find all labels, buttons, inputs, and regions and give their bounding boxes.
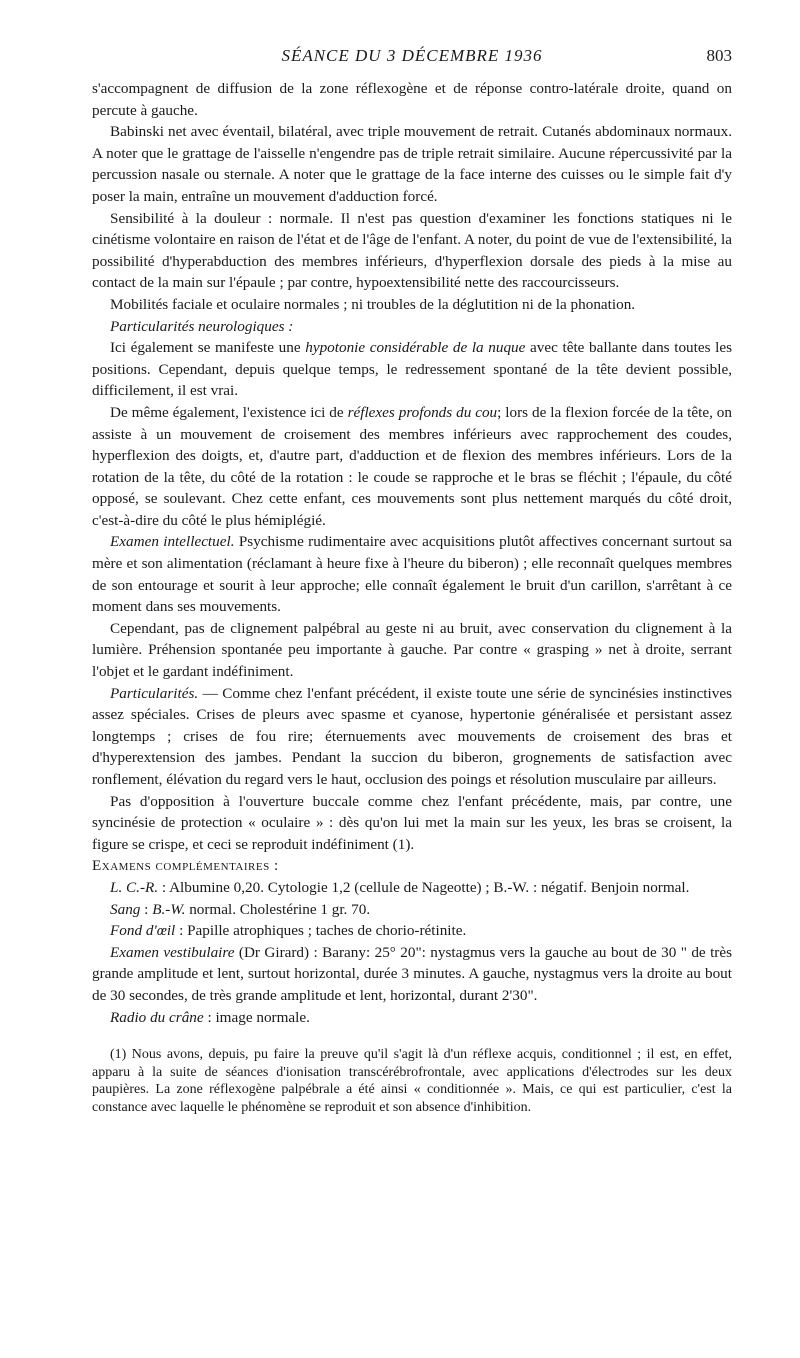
paragraph (92, 78, 732, 121)
section-heading-text: Particularités neurologiques : (110, 317, 294, 335)
paragraph-text: : Albumine 0,20. Cytologie 1,2 (cellule de Nageotte) ; B.-W. : négatif. Benjoin normal. (158, 878, 690, 896)
emphasis: B.-W. (152, 900, 186, 918)
paragraph (92, 618, 732, 683)
inline-heading: Radio du crâne (110, 1008, 204, 1026)
paragraph-text: Psychisme rudimentaire avec acquisitions plutôt affectives concernant surtout sa mère et son alimentation (réclamant à heure fixe à l'heure du biberon) ; elle reconnaît quelques membres de son entourage et sourit à leur approche; elle connaît également le bruit d'un carillon, s'arrêtant à ce moment dans ses mouvements. (92, 533, 733, 616)
paragraph-text: Sensibilité à la douleur : normale. Il n'est pas question d'examiner les fonctions statiques ni le cinétisme volontaire en raison de l'état et de l'âge de l'enfant. A noter, du point de vue de l'extensibilité, la possibilité d'hyperabduction des membres inférieurs, d'hyperflexion dorsale des pieds à la mise au contact de la main sur l'épaule ; par contre, hypoextensibilité nette des raccourcisseurs. (92, 209, 732, 292)
paragraph-text: normal. Cholestérine 1 gr. 70. (185, 900, 371, 918)
page-header (92, 46, 732, 72)
paragraph-text: — Comme chez l'enfant précédent, il existe toute une série de syncinésies instinctives assez spéciales. Crises de pleurs avec spasme et cyanose, hypertonie généralisée et persistant assez longtemps ; crises de fou rire; éternuements avec mouvements de croisement des bras et d'hyperextension des jambes. Pendant la succion du biberon, grognements de satisfaction avec ronflement, élévation du regard vers le haut, occlusion des poings et résolution musculaire par ailleurs. (92, 684, 732, 788)
paragraph (92, 337, 732, 402)
inline-heading: L. C.-R. (110, 878, 159, 896)
paragraph-text: avec tête ballante dans toutes les positions. Cependant, depuis quelque temps, le redressement spontané de la tête devient possible, difficilement, il est vrai. (92, 339, 733, 400)
emphasis: réflexes profonds du cou (347, 403, 498, 421)
paragraph (92, 877, 732, 899)
paragraph-text: ; lors de la flexion forcée de la tête, on assiste à un mouvement de croisement des membres inférieurs avec rapprochement des coudes, hyperflexion des doigts, et, d'autre part, d'adduction et de flexion des membres inférieurs. Lors de la rotation de la tête, du côté de la rotation : le coude se rapproche et le bras se fléchit ; l'épaule, du côté opposé, se soulevant. Chez cette enfant, ces mouvements sont plus nettement marqués du côté droit, c'est-à-dire du côté le plus hémiplégié. (92, 403, 732, 529)
paragraph-text: Cependant, pas de clignement palpébral au geste ni au bruit, avec conservation du clignement à la lumière. Préhension spontanée peu importante à gauche. Par contre « grasping » net à droite, serrant l'objet et le gardant indéfiniment. (92, 619, 732, 681)
inline-heading: Sang (110, 900, 141, 918)
paragraph (92, 402, 732, 532)
document-page (92, 46, 732, 1117)
paragraph (92, 791, 732, 856)
paragraph-text: De même également, l'existence ici de (110, 403, 348, 421)
paragraph (92, 942, 732, 1007)
inline-heading: Examen intellectuel. (110, 533, 235, 551)
paragraph-text: s'accompagnent de diffusion de la zone réflexogène et de réponse contro-latérale droite, quand on percute à gauche. (92, 80, 732, 119)
paragraph-text: : image normale. (203, 1008, 310, 1026)
inline-heading: Examen vestibulaire (110, 943, 235, 961)
paragraph (92, 1007, 732, 1029)
paragraph (92, 920, 732, 942)
page-number: 803 (706, 46, 732, 65)
inline-heading: Fond d'œil (110, 922, 176, 940)
paragraph-text: Pas d'opposition à l'ouverture buccale comme chez l'enfant précédente, mais, par contre, une syncinésie de protection « oculaire » : dès qu'on lui met la main sur les yeux, les bras se croisent, la figure se crispe, et ceci se reproduit indéfiniment (1). (92, 792, 732, 853)
paragraph (92, 683, 732, 791)
paragraph-text: (Dr Girard) : Barany: 25° 20": nystagmus vers la gauche au bout de 30 " de très grande amplitude et lent, surtout horizontal, durée 3 minutes. A gauche, nystagmus vers la droite au bout de 30 secondes, de très grande amplitude et lent, horizontal, durant 2'30". (92, 943, 732, 1004)
footnote-text: (1) Nous avons, depuis, pu faire la preuve qu'il s'agit là d'un réflexe acquis, conditionnel ; il est, en effet, apparu à la suite de séances d'ionisation transcérébrofrontale, avec applications d'électrodes sur les deux paupières. La zone réflexogène palpébrale a été ainsi « conditionnée ». Mais, ce qui est particulier, c'est la constance avec laquelle le phénomène se reproduit et son absence d'inhibition. (92, 1047, 732, 1115)
paragraph (92, 121, 732, 207)
paragraph-text: Babinski net avec éventail, bilatéral, avec triple mouvement de retrait. Cutanés abdominaux normaux. A noter que le grattage de l'aisselle n'engendre pas de triple retrait similaire. Aucune répercussivité par la percussion nasale ou sternale. A noter que le grattage de la face interne des cuisses ou le simple fait d'y poser la main, entraîne un mouvement d'adduction forcé. (92, 123, 732, 205)
paragraph (92, 531, 732, 617)
body-text (92, 78, 732, 1028)
section-heading-text: Examens complémentaires : (92, 857, 279, 875)
section-heading (92, 316, 732, 338)
inline-heading: Particularités. (110, 684, 199, 702)
paragraph-text: : Papille atrophiques ; taches de chorio-rétinite. (175, 922, 467, 940)
emphasis: hypotonie considérable de la nuque (305, 339, 526, 357)
paragraph-text: Mobilités faciale et oculaire normales ; ni troubles de la déglutition ni de la phonation. (110, 295, 636, 313)
paragraph (92, 899, 732, 921)
footnote (92, 1046, 732, 1116)
paragraph-text: Ici également se manifeste une (110, 339, 306, 357)
paragraph (92, 294, 732, 316)
section-heading (92, 855, 732, 877)
running-title: SÉANCE DU 3 DÉCEMBRE 1936 (281, 46, 543, 65)
paragraph (92, 208, 732, 294)
paragraph-text: : (140, 900, 153, 918)
